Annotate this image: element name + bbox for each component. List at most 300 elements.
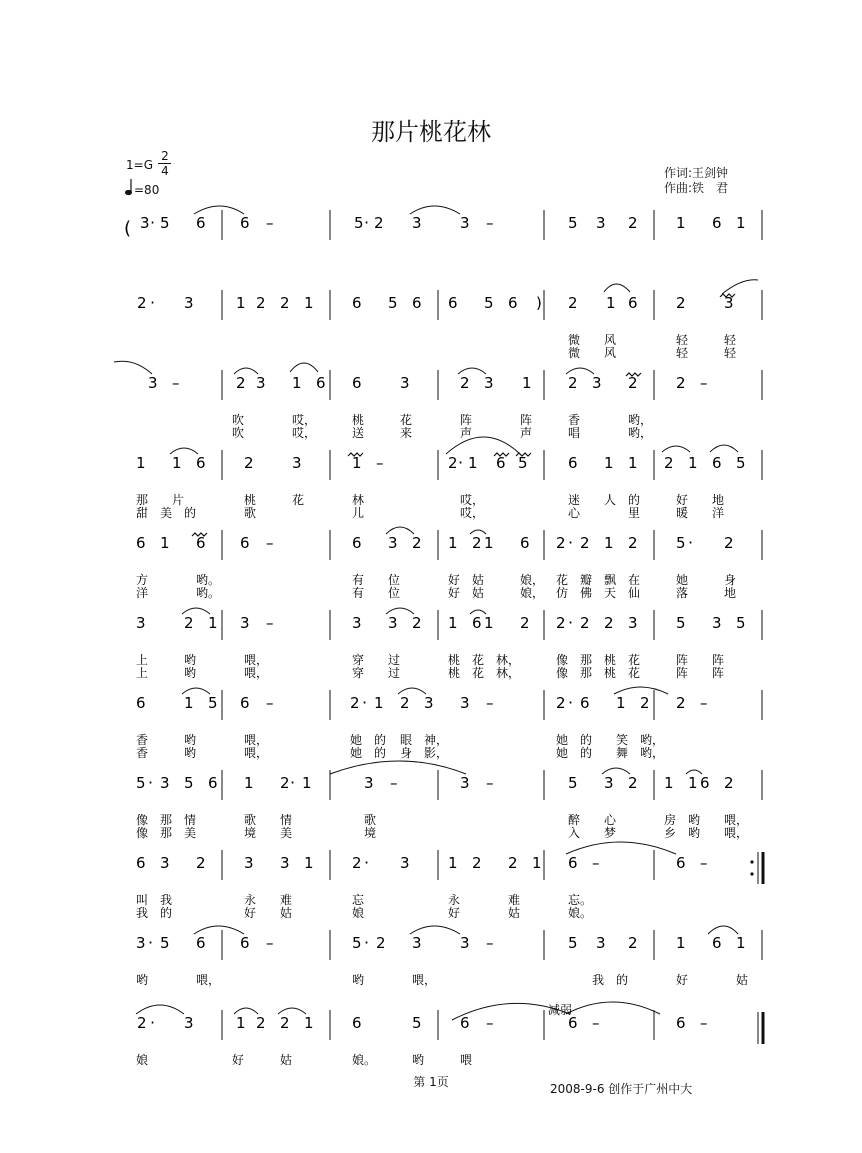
note: 3 bbox=[712, 614, 722, 632]
note: 1 bbox=[736, 214, 746, 232]
note: 1 bbox=[244, 774, 254, 792]
lyric-char: 方 bbox=[136, 573, 149, 587]
note: ) bbox=[536, 294, 542, 312]
lyric-char: 她 bbox=[556, 733, 569, 747]
lyric-char: 好 bbox=[676, 973, 689, 987]
lyric-char: 影， bbox=[424, 746, 449, 760]
score-title: 那片桃花林 bbox=[371, 118, 491, 146]
lyric-char: 上 bbox=[136, 666, 149, 680]
note: 6 bbox=[628, 294, 638, 312]
note: 6 bbox=[240, 694, 250, 712]
lyric-char: 哟。 bbox=[196, 586, 221, 600]
lyric-char: 喂， bbox=[412, 973, 437, 987]
lyric-char: 喂， bbox=[244, 733, 269, 747]
lyric-char: 吹 bbox=[232, 413, 245, 427]
note: 3 bbox=[592, 374, 602, 392]
lyric-char: 阵 bbox=[712, 666, 725, 680]
note: 2 bbox=[676, 294, 686, 312]
note: 3 bbox=[412, 214, 422, 232]
lyric-char: 娘， bbox=[520, 573, 545, 587]
note: · bbox=[364, 853, 370, 872]
note: 1 bbox=[676, 214, 686, 232]
note: 3 bbox=[280, 854, 290, 872]
lyric-char: 娘 bbox=[352, 906, 365, 920]
note: 6 bbox=[712, 454, 722, 472]
lyric-char: 喂， bbox=[244, 666, 269, 680]
lyric-char: 风 bbox=[604, 333, 617, 347]
lyric-char: 阵 bbox=[676, 653, 689, 667]
note: 5 bbox=[388, 294, 398, 312]
lyric-char: 娘 bbox=[136, 1053, 149, 1067]
note: 1 bbox=[688, 454, 698, 472]
lyric-char: 哎， bbox=[292, 413, 317, 427]
note: 1 bbox=[484, 534, 494, 552]
lyric-char: 人 bbox=[604, 493, 617, 507]
lyric-char: 佛 bbox=[580, 586, 593, 600]
lyric-char: 哟 bbox=[184, 653, 197, 667]
lyric-char: 的 bbox=[580, 746, 593, 760]
lyric-char: 姑 bbox=[472, 573, 485, 587]
note: 5 bbox=[736, 614, 746, 632]
note: 3 bbox=[364, 774, 374, 792]
lyric-char: 微 bbox=[568, 346, 581, 360]
note: 1 bbox=[304, 1014, 314, 1032]
note: 3 bbox=[136, 934, 146, 952]
note: 2 bbox=[412, 534, 422, 552]
note: 2 bbox=[628, 214, 638, 232]
note: 3 bbox=[388, 614, 398, 632]
note: – bbox=[486, 1014, 494, 1032]
lyric-char: 她 bbox=[350, 733, 363, 747]
lyric-char: 永 bbox=[244, 893, 257, 907]
note: 3 bbox=[460, 694, 470, 712]
note: · bbox=[150, 213, 156, 232]
note: – bbox=[486, 774, 494, 792]
lyric-char: 在 bbox=[628, 573, 641, 587]
time-signature-numerator: 2 bbox=[161, 149, 169, 163]
note: 6 bbox=[240, 534, 250, 552]
lyric-char: 林， bbox=[496, 653, 521, 667]
lyric-char: 花 bbox=[628, 653, 641, 667]
note: 6 bbox=[580, 694, 590, 712]
lyric-char: 风 bbox=[604, 346, 617, 360]
note: · bbox=[364, 213, 370, 232]
lyric-char: 喂， bbox=[724, 826, 749, 840]
lyric-char: 哟， bbox=[628, 426, 653, 440]
note: 3 bbox=[596, 214, 606, 232]
lyric-char: 美 bbox=[184, 826, 197, 840]
note: · bbox=[688, 533, 694, 552]
note: 6 bbox=[240, 214, 250, 232]
lyric-char: 难 bbox=[280, 893, 293, 907]
note: 6 bbox=[208, 774, 218, 792]
lyric-char: 歌 bbox=[364, 813, 377, 827]
lyric-char: 那 bbox=[160, 826, 173, 840]
lyric-char: 洋 bbox=[136, 586, 149, 600]
note: 6 bbox=[676, 1014, 686, 1032]
lyric-char: 歌 bbox=[244, 813, 257, 827]
lyric-char: 穿 bbox=[352, 653, 365, 667]
note: 6 bbox=[460, 1014, 470, 1032]
lyric-char: 吹 bbox=[232, 426, 245, 440]
note: – bbox=[486, 934, 494, 952]
note: · bbox=[568, 613, 574, 632]
note: 2 bbox=[628, 934, 638, 952]
note: 1 bbox=[292, 374, 302, 392]
note: 3 bbox=[184, 1014, 194, 1032]
note: 6 bbox=[448, 294, 458, 312]
lyric-char: 好 bbox=[448, 573, 461, 587]
lyric-char: 喂， bbox=[196, 973, 221, 987]
note: 2 bbox=[376, 934, 386, 952]
lyric-char: 送 bbox=[352, 426, 365, 440]
note: 2 bbox=[137, 1014, 147, 1032]
note: 2 bbox=[350, 694, 360, 712]
lyric-char: 好 bbox=[244, 906, 257, 920]
note: 2 bbox=[448, 454, 458, 472]
note: – bbox=[266, 534, 274, 552]
slurs-and-ties bbox=[114, 206, 758, 1020]
lyric-char: 花 bbox=[292, 493, 305, 507]
note: 6 bbox=[412, 294, 422, 312]
note: 6 bbox=[712, 934, 722, 952]
note: – bbox=[172, 374, 180, 392]
lyric-char: 的 bbox=[628, 493, 641, 507]
note: 6 bbox=[568, 854, 578, 872]
lyric-char: 迷 bbox=[568, 493, 581, 507]
lyric-char: 心 bbox=[604, 813, 617, 827]
lyric-char: 桃 bbox=[244, 493, 257, 507]
note: 5 bbox=[208, 694, 218, 712]
note: 2 bbox=[556, 534, 566, 552]
lyric-char: 那 bbox=[580, 653, 593, 667]
note: 6 bbox=[676, 854, 686, 872]
lyric-char: 过 bbox=[388, 666, 401, 680]
lyric-char: 桃 bbox=[604, 653, 617, 667]
note: 3 bbox=[352, 614, 362, 632]
lyric-char: 瓣 bbox=[580, 573, 593, 587]
score-decorations bbox=[124, 218, 763, 1044]
note: 6 bbox=[196, 534, 206, 552]
tempo-marking: =80 bbox=[134, 183, 160, 197]
lyric-char: 微 bbox=[568, 333, 581, 347]
lyric-char: 喂， bbox=[244, 653, 269, 667]
lyric-char: 歌 bbox=[244, 506, 257, 520]
note: 5 bbox=[136, 774, 146, 792]
lyric-char: 难 bbox=[508, 893, 521, 907]
note: 2 bbox=[580, 534, 590, 552]
note: 2 bbox=[568, 374, 578, 392]
note: 3 bbox=[256, 374, 266, 392]
note: 6 bbox=[196, 934, 206, 952]
note: 1 bbox=[736, 934, 746, 952]
lyric-char: 暖 bbox=[676, 506, 689, 520]
note: 6 bbox=[196, 214, 206, 232]
lyric-char: 那 bbox=[136, 493, 149, 507]
lyric-char: 好 bbox=[448, 906, 461, 920]
note: · bbox=[148, 933, 154, 952]
note: 2 bbox=[280, 774, 290, 792]
lyric-char: 儿 bbox=[352, 506, 365, 520]
note: 6 bbox=[136, 534, 146, 552]
lyric-char: 姑 bbox=[280, 1053, 293, 1067]
note: – bbox=[700, 854, 708, 872]
note: · bbox=[150, 293, 156, 312]
note: – bbox=[486, 214, 494, 232]
creation-note: 2008-9-6 创作于广州中大 bbox=[550, 1082, 693, 1096]
lyric-char: 穿 bbox=[352, 666, 365, 680]
note: 2 bbox=[724, 534, 734, 552]
lyric-char: 哎， bbox=[460, 493, 485, 507]
lyric-char: 有 bbox=[352, 573, 365, 587]
note: 5 bbox=[518, 454, 528, 472]
composer: 作曲:铁 君 bbox=[664, 181, 729, 195]
note: – bbox=[700, 374, 708, 392]
lyric-char: 的 bbox=[580, 733, 593, 747]
lyric-char: 片 bbox=[172, 493, 185, 507]
note: 3 bbox=[424, 694, 434, 712]
lyric-char: 房 bbox=[664, 813, 677, 827]
note: 2 bbox=[236, 374, 246, 392]
lyric-char: 阵 bbox=[520, 413, 533, 427]
note: – bbox=[390, 774, 398, 792]
lyric-char: 林 bbox=[352, 493, 365, 507]
lyric-char: 阵 bbox=[676, 666, 689, 680]
note: 1 bbox=[448, 614, 458, 632]
lyric-char: 飘 bbox=[604, 573, 617, 587]
note: 1 bbox=[302, 774, 312, 792]
note: 2 bbox=[460, 374, 470, 392]
note: – bbox=[266, 694, 274, 712]
note: 3 bbox=[184, 294, 194, 312]
lyric-char: 地 bbox=[712, 493, 725, 507]
note: 5 bbox=[184, 774, 194, 792]
note: 2 bbox=[604, 614, 614, 632]
lyric-char: 桃 bbox=[352, 413, 365, 427]
lyric-char: 哟 bbox=[136, 973, 149, 987]
lyric-char: 像 bbox=[136, 813, 149, 827]
note: 1 bbox=[172, 454, 182, 472]
note: 1 bbox=[304, 854, 314, 872]
lyric-char: 桃 bbox=[448, 666, 461, 680]
lyric-char: 忘 bbox=[352, 893, 365, 907]
note: 2 bbox=[244, 454, 254, 472]
repeat-dot-bottom bbox=[750, 872, 753, 875]
lyric-char: 花 bbox=[472, 666, 485, 680]
lyric-char: 香 bbox=[136, 733, 149, 747]
key-signature: 1=G bbox=[126, 158, 153, 172]
lyric-char: 桃 bbox=[448, 653, 461, 667]
lyric-char: 情 bbox=[280, 813, 293, 827]
lyric-char: 落 bbox=[676, 586, 689, 600]
lyric-char: 哎， bbox=[460, 506, 485, 520]
note: 1 bbox=[688, 774, 698, 792]
lyric-char: 心 bbox=[568, 506, 581, 520]
note: 5 bbox=[484, 294, 494, 312]
note: 1 bbox=[448, 534, 458, 552]
lyric-char: 梦 bbox=[604, 826, 617, 840]
time-signature-denominator: 4 bbox=[161, 164, 169, 178]
lyric-char: 过 bbox=[388, 653, 401, 667]
dynamic-mark: 减弱 bbox=[548, 1003, 573, 1017]
note: 3 bbox=[148, 374, 158, 392]
lyric-char: 我 bbox=[592, 973, 605, 987]
note: – bbox=[700, 1014, 708, 1032]
note: 1 bbox=[208, 614, 218, 632]
note: · bbox=[148, 773, 154, 792]
note: 2 bbox=[352, 854, 362, 872]
lyric-char: 哟 bbox=[352, 973, 365, 987]
note: – bbox=[266, 614, 274, 632]
note: 5 bbox=[676, 614, 686, 632]
note: · bbox=[458, 453, 464, 472]
note: 6 bbox=[136, 854, 146, 872]
note: 6 bbox=[316, 374, 326, 392]
note: – bbox=[700, 694, 708, 712]
lyric-char: 好 bbox=[448, 586, 461, 600]
lyric-char: 好 bbox=[676, 493, 689, 507]
note: 5 bbox=[568, 934, 578, 952]
lyric-char: 的 bbox=[374, 733, 387, 747]
note: 5 bbox=[160, 214, 170, 232]
lyric-char: 哟 bbox=[184, 746, 197, 760]
lyric-char: 像 bbox=[556, 653, 569, 667]
note: – bbox=[266, 934, 274, 952]
note: 1 bbox=[374, 694, 384, 712]
lyric-char: 天 bbox=[604, 586, 617, 600]
lyric-char: 境 bbox=[364, 826, 377, 840]
lyric-char: 身 bbox=[724, 573, 737, 587]
note: · bbox=[362, 693, 368, 712]
note: · bbox=[568, 693, 574, 712]
note: 6 bbox=[520, 534, 530, 552]
note: · bbox=[150, 1013, 156, 1032]
lyric-char: 林， bbox=[496, 666, 521, 680]
lyric-char: 哟 bbox=[688, 826, 701, 840]
note: 3 bbox=[400, 374, 410, 392]
note: 2 bbox=[472, 534, 482, 552]
lyric-char: 美 bbox=[280, 826, 293, 840]
lyric-char: 忘。 bbox=[568, 893, 593, 907]
lyric-char: 那 bbox=[580, 666, 593, 680]
lyric-char: 身 bbox=[400, 746, 413, 760]
lyric-char: 花 bbox=[556, 573, 569, 587]
note: 1 bbox=[604, 534, 614, 552]
note: 3 bbox=[484, 374, 494, 392]
note: 6 bbox=[700, 774, 710, 792]
note: 6 bbox=[136, 694, 146, 712]
note: 5 bbox=[568, 774, 578, 792]
lyric-char: 笑 bbox=[616, 733, 629, 747]
lyric-char: 娘。 bbox=[568, 906, 593, 920]
lyric-char: 香 bbox=[568, 413, 581, 427]
note: 2 bbox=[400, 694, 410, 712]
lyric-char: 哟 bbox=[184, 733, 197, 747]
note: 6 bbox=[712, 214, 722, 232]
note: 6 bbox=[568, 454, 578, 472]
note: 2 bbox=[640, 694, 650, 712]
lyric-char: 乡 bbox=[664, 826, 677, 840]
note: – bbox=[376, 454, 384, 472]
note: 2 bbox=[676, 694, 686, 712]
note: 2 bbox=[556, 694, 566, 712]
lyric-char: 喂 bbox=[460, 1053, 473, 1067]
note: 2 bbox=[556, 614, 566, 632]
lyric-char: 上 bbox=[136, 653, 149, 667]
note: 6 bbox=[352, 1014, 362, 1032]
lyric-char: 花 bbox=[628, 666, 641, 680]
lyric-char: 喂， bbox=[244, 746, 269, 760]
note: 5 bbox=[568, 214, 578, 232]
note: 3 bbox=[460, 774, 470, 792]
note: 6 bbox=[496, 454, 506, 472]
note: 1 bbox=[532, 854, 542, 872]
note: 3 bbox=[460, 934, 470, 952]
note: 3 bbox=[400, 854, 410, 872]
lyric-char: 哟， bbox=[640, 746, 665, 760]
note: 1 bbox=[606, 294, 616, 312]
lyric-char: 位 bbox=[388, 586, 401, 600]
lyric-char: 哎， bbox=[292, 426, 317, 440]
note: 3 bbox=[136, 614, 146, 632]
note: 3 bbox=[292, 454, 302, 472]
note: 1 bbox=[628, 454, 638, 472]
note: 3 bbox=[596, 934, 606, 952]
note: 2 bbox=[256, 1014, 266, 1032]
note: 1 bbox=[304, 294, 314, 312]
note: 2 bbox=[196, 854, 206, 872]
note: 1 bbox=[160, 534, 170, 552]
note: 6 bbox=[508, 294, 518, 312]
lyric-char: 醉 bbox=[568, 813, 581, 827]
note: 6 bbox=[352, 294, 362, 312]
lyric-char: 的 bbox=[374, 746, 387, 760]
note: – bbox=[486, 694, 494, 712]
note: 1 bbox=[184, 694, 194, 712]
note: 6 bbox=[352, 534, 362, 552]
lyric-char: 声 bbox=[460, 426, 473, 440]
lyric-char: 我 bbox=[160, 893, 173, 907]
note: 2 bbox=[628, 774, 638, 792]
note: 2 bbox=[256, 294, 266, 312]
note: 2 bbox=[508, 854, 518, 872]
lyric-char: 娘， bbox=[520, 586, 545, 600]
lyric-char: 的 bbox=[616, 973, 629, 987]
lyric-char: 她 bbox=[556, 746, 569, 760]
note: 1 bbox=[484, 614, 494, 632]
note: 2 bbox=[580, 614, 590, 632]
lyric-char: 眼 bbox=[400, 733, 413, 747]
note: 1 bbox=[604, 454, 614, 472]
note: 5 bbox=[352, 934, 362, 952]
note: – bbox=[592, 1014, 600, 1032]
lyric-char: 唱 bbox=[568, 426, 581, 440]
lyric-char: 轻 bbox=[724, 333, 737, 347]
lyric-char: 花 bbox=[472, 653, 485, 667]
lyric-char: 哟 bbox=[184, 666, 197, 680]
note: · bbox=[364, 933, 370, 952]
lyric-char: 仙 bbox=[628, 586, 641, 600]
note: 2 bbox=[184, 614, 194, 632]
lyric-char: 甜 bbox=[136, 506, 149, 520]
lyric-char: 声 bbox=[520, 426, 533, 440]
note: 5 bbox=[736, 454, 746, 472]
lyric-char: 有 bbox=[352, 586, 365, 600]
note: 1 bbox=[352, 454, 362, 472]
note: 2 bbox=[472, 854, 482, 872]
lyric-char: 的 bbox=[160, 906, 173, 920]
lyric-char: 她 bbox=[676, 573, 689, 587]
